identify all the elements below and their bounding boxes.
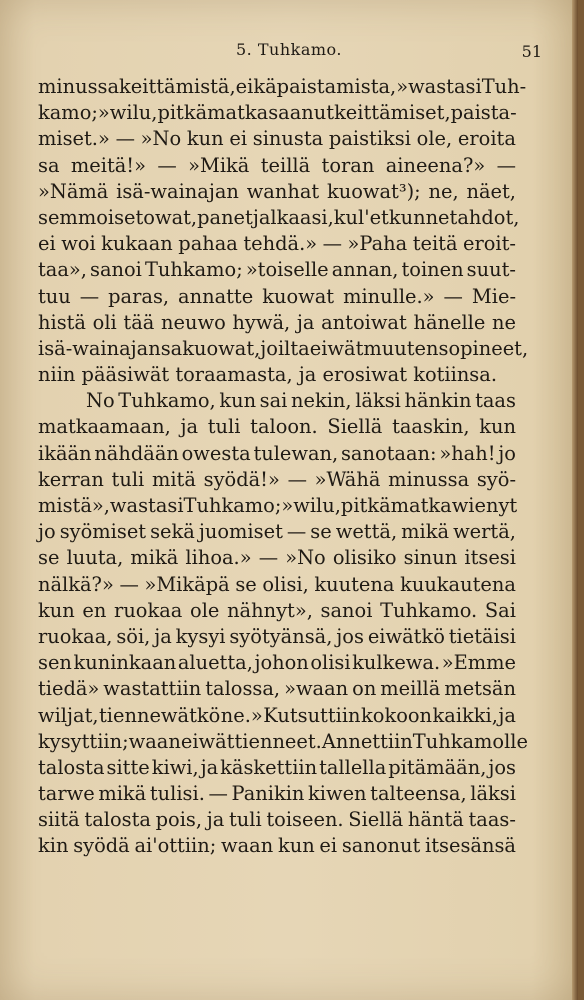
text-line: se luuta, mikä lihoa.» — »No olisiko sinun itsesi: [38, 546, 516, 570]
page-edge-shadow: [572, 0, 578, 1000]
text-line: kerran tuli mitä syödä!» — »Wähä minussa syö-: [38, 467, 516, 491]
text-line: tiedä» wastattiin talossa, »waan on meillä metsän: [38, 677, 516, 701]
text-line: ruokaa, söi, ja kysyi syötyänsä, jos eiwätkö tietäisi: [38, 624, 516, 648]
text-line: sen kuninkaan aluetta, johon olisi kulkewa. »Emme: [38, 651, 516, 675]
text-line: »Nämä isä-wainajan wanhat kuowat³); ne, näet,: [38, 179, 516, 203]
page-number: 51: [521, 42, 542, 61]
text-line: No Tuhkamo, kun sai nekin, läksi hänkin taas: [86, 389, 516, 413]
text-line: sa meitä!» — »Mikä teillä toran aineena?» —: [38, 153, 516, 177]
text-line: nälkä?» — »Mikäpä se olisi, kuutena kuukautena: [38, 572, 516, 596]
text-line: ei woi kukaan pahaa tehdä.» — »Paha teitä eroit-: [38, 232, 516, 256]
text-line: minussa keittämistä, eikä paistamista,» wastasi Tuh-: [38, 75, 527, 98]
text-line: semmoiset owat, panet jalkaasi, kul'et kunne tahdot,: [38, 205, 520, 229]
text-line: siitä talosta pois, ja tuli toiseen. Siellä häntä taas-: [38, 808, 516, 832]
text-line: kysyttiin; waan eiwät tienneet. Annettiin Tuhkamolle: [38, 729, 528, 753]
body-text: [38, 74, 529, 860]
running-header: [0, 40, 578, 64]
text-line: taa», sanoi Tuhkamo; »toiselle annan, toinen suut-: [38, 258, 516, 282]
running-title: 5. Tuhkamo.: [236, 40, 342, 59]
text-line: niin pääsiwät toraamasta, ja erosiwat kotiinsa.: [38, 363, 497, 387]
text-line: kin syödä ai'ottiin; waan kun ei sanonut itsesänsä: [38, 834, 516, 858]
text-line: tuu — paras, annatte kuowat minulle.» — Mie-: [38, 284, 516, 308]
text-line: wiljat, tiennewätkö ne.» Kutsuttiin kokoon kaikki, ja: [38, 703, 516, 727]
text-line: talosta sitte kiwi, ja käskettiin tallella pitämään, jos: [38, 755, 516, 779]
text-line: isä-wainajansa kuowat, joilta eiwät muuten sopineet,: [38, 336, 529, 360]
text-line: ikään nähdään owesta tulewan, sanotaan: »hah! jo: [38, 441, 516, 465]
text-line: histä oli tää neuwo hywä, ja antoiwat hänelle ne: [38, 310, 516, 334]
text-line: kamo; »wilu, pitkä matka saanut keittämiset, paista-: [38, 101, 517, 125]
text-line: jo syömiset sekä juomiset — se wettä, mikä wertä,: [38, 520, 516, 544]
text-line: kun en ruokaa ole nähnyt», sanoi Tuhkamo. Sai: [38, 598, 516, 622]
text-line: matkaamaan, ja tuli taloon. Siellä taaskin, kun: [38, 415, 516, 439]
text-line: mistä», wastasi Tuhkamo; »wilu, pitkä matka wienyt: [38, 494, 518, 517]
text-line: miset.» — »No kun ei sinusta paistiksi ole, eroita: [38, 127, 516, 151]
text-line: tarwe mikä tulisi. — Panikin kiwen talteensa, läksi: [38, 782, 516, 806]
